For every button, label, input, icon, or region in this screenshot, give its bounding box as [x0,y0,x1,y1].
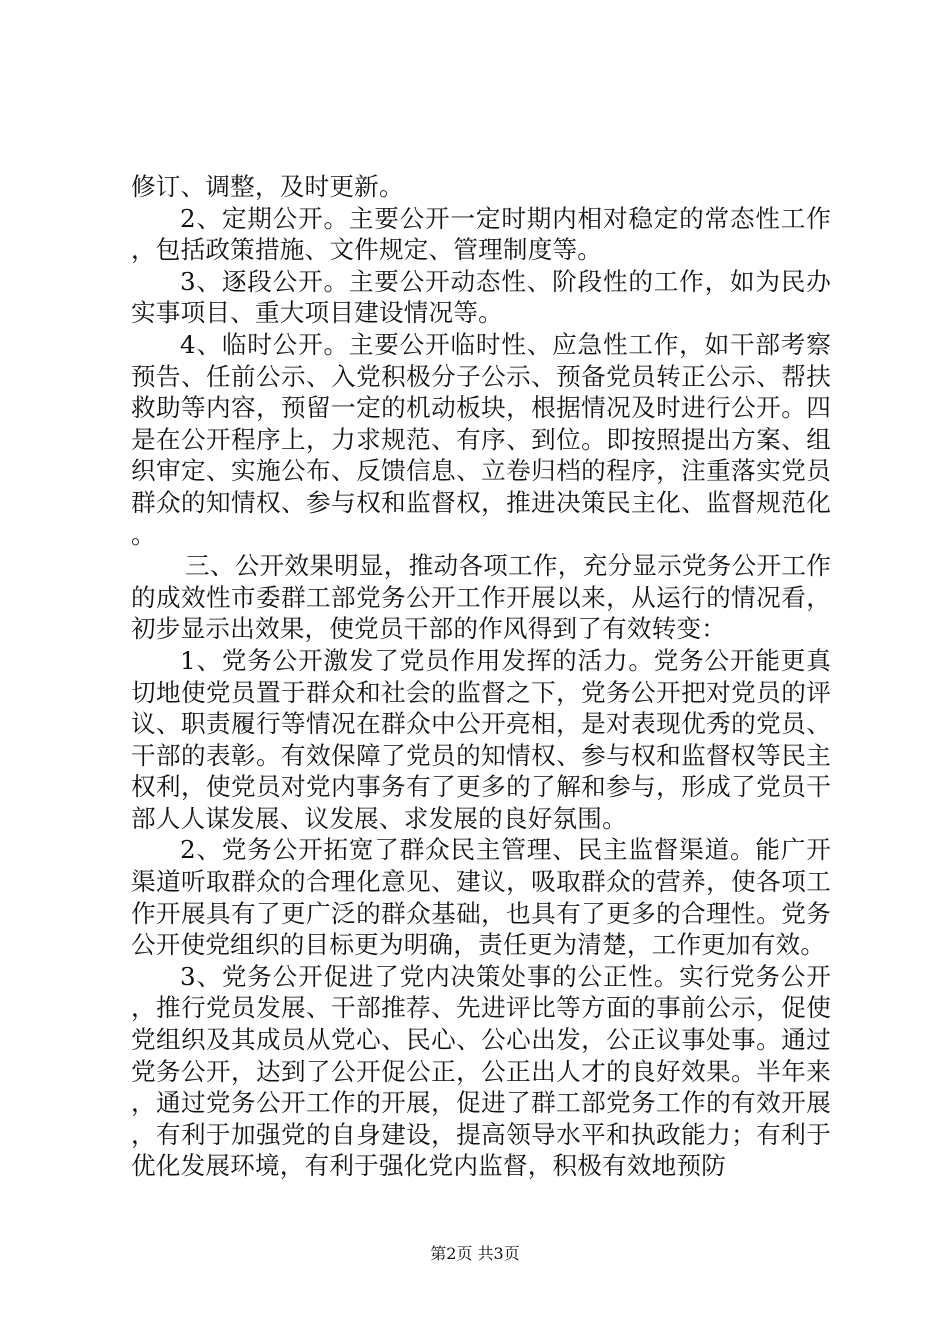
paragraph-point-three: 3、党务公开促进了党内决策处事的公正性。实行党务公开，推行党员发展、干部推荐、先进评比等方面的事前公示，促使党组织及其成员从党心、民心、公心出发，公正议事处事。通过党务公开，达到了公开促公正，公正出人才的良好效果。半年来，通过党务公开工作的开展，促进了群工部党务工作的有效开展，有利于加强党的自身建设，提高领导水平和执政能力；有利于优化发展环境，有利于强化党内监督，积极有效地预防 [131,961,831,1181]
paragraph-point-two: 2、党务公开拓宽了群众民主管理、民主监督渠道。能广开渠道听取群众的合理化意见、建议，吸取群众的营养，使各项工作开展具有了更广泛的群众基础，也具有了更多的合理性。党务公开使党组织的目标更为明确，责任更为清楚，工作更加有效。 [131,835,831,960]
paragraph-temporary-disclosure: 4、临时公开。主要公开临时性、应急性工作，如干部考察预告、任前公示、入党积极分子公示、预备党员转正公示、帮扶救助等内容，预留一定的机动板块，根据情况及时进行公开。四是在公开程序上，力求规范、有序、到位。即按照提出方案、组织审定、实施公布、反馈信息、立卷归档的程序，注重落实党员群众的知情权、参与权和监督权，推进决策民主化、监督规范化。 [131,329,831,549]
document-body [131,171,831,1182]
paragraph-section-three: 三、公开效果明显，推动各项工作，充分显示党务公开工作的成效性市委群工部党务公开工作开展以来，从运行的情况看，初步显示出效果，使党员干部的作风得到了有效转变： [131,551,831,644]
paragraph-point-one: 1、党务公开激发了党员作用发挥的活力。党务公开能更真切地使党员置于群众和社会的监督之下，党务公开把对党员的评议、职责履行等情况在群众中公开亮相，是对表现优秀的党员、干部的表彰。有效保障了党员的知情权、参与权和监督权等民主权利，使党员对党内事务有了更多的了解和参与，形成了党员干部人人谋发展、议发展、求发展的良好氛围。 [131,645,831,833]
paragraph-stage-disclosure: 3、逐段公开。主要公开动态性、阶段性的工作，如为民办实事项目、重大项目建设情况等。 [131,266,831,328]
paragraph-continuation: 修订、调整，及时更新。 [131,172,404,201]
page-number-footer: 第2页 共3页 [430,1244,520,1263]
paragraph-periodic-disclosure: 2、定期公开。主要公开一定时期内相对稳定的常态性工作，包括政策措施、文件规定、管理制度等。 [131,203,831,265]
